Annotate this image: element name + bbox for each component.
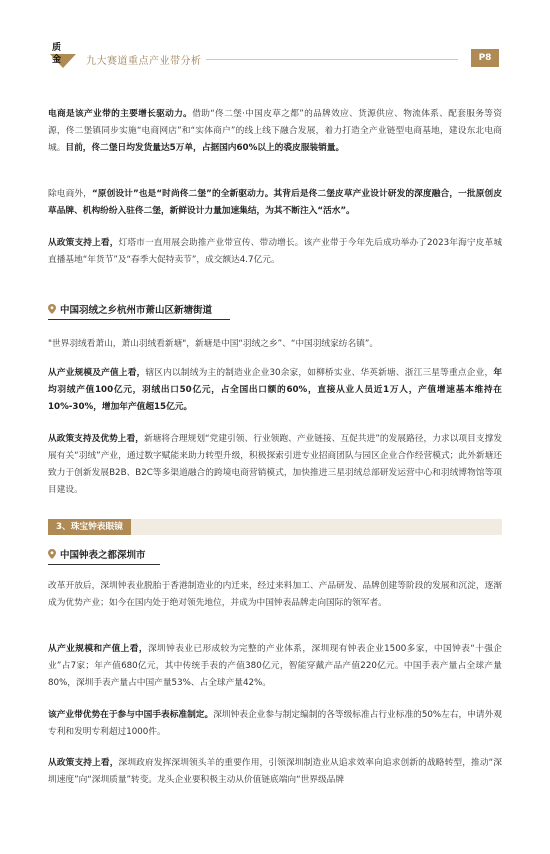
paragraph-highlight: “原创设计”也是“时尚佟二堡”的全新驱动力。其背后是佟二堡皮草产业设计研发的深度融合，一批原创皮草品牌、机构纷纷入驻佟二堡，新鲜设计力量加速集结，为其不断注入“活水”。 [48, 189, 503, 216]
paragraph-lead: 从政策支持及优势上看， [48, 434, 144, 444]
paragraph-lead: 电商是该产业带的主要增长驱动力。 [48, 109, 193, 119]
heading-underline [48, 319, 230, 320]
page-header [0, 0, 550, 80]
location-pin-icon [48, 549, 56, 559]
location-heading-text: 中国钟表之都深圳市 [60, 550, 146, 561]
section-tag: 3、珠宝钟表眼镜 [48, 519, 131, 535]
location-heading-text: 中国羽绒之乡杭州市萧山区新塘街道 [60, 305, 213, 316]
paragraph-text: 深圳钟表企业参与制定编制的各等级标准占行业标准的50%左右，申请外观专利和发明专利超过1000件。 [48, 710, 503, 737]
paragraph-highlight: 年均羽绒产值100亿元，羽绒出口50亿元，占全国出口额的60%，直接从业人员近1万人，产值增速基本维持在10%-30%，增加年产值超15亿元。 [48, 368, 502, 412]
paragraph-lead: 从政策支持上看， [48, 238, 119, 248]
paragraph-shenzhen-standards [48, 707, 502, 741]
paragraph-text: 改革开放后，深圳钟表业脱胎于香港制造业的内迁来，经过来料加工、产品研发、品牌创建等阶段的发展和沉淀，逐渐成为优势产业；如今在国内处于绝对领先地位，并成为中国钟表品牌走向国际的领军者。 [48, 581, 502, 608]
paragraph-lead: 从政策支持上看， [48, 758, 119, 768]
location-pin-icon [48, 304, 56, 314]
logo-text-top: 质 [52, 43, 62, 53]
paragraph-text: 深圳钟表业已形成较为完整的产业体系，深圳现有钟表企业1500多家，中国钟表“十强企业”占7家；年产值680亿元，其中传统手表的产值380亿元，智能穿戴产品产值220亿元。中国手表产量占全球产量80%，深圳手表产量占中国产量53%、占全球产量42%。 [48, 644, 502, 688]
paragraph-text: 除电商外， [48, 189, 92, 199]
paragraph-shenzhen-policy [48, 755, 502, 789]
paragraph-text: 新塘将合理规划“党建引领、行业领跑、产业链接、互促共进”的发展路径，力求以项目支撑发展有关“羽绒”产业，通过数字赋能来助力转型升级，积极探索引进专业招商团队与园区企业合作经营模式；此外新塘还致力于创新发展B2B、B2C等多渠道融合的跨境电商营销模式，加快推进三星羽绒总部研发运营中心和羽绒博物馆等项目建设。 [48, 434, 503, 495]
paragraph-scale-down [48, 365, 502, 416]
paragraph-policy-down [48, 431, 502, 499]
logo-text-bottom: 金 [52, 55, 62, 65]
paragraph-lead: 从产业规模及产值上看， [48, 368, 146, 378]
paragraph-text: 灯塔市一直用展会助推产业带宣传、带动增长。该产业带于今年先后成功举办了2023年海宁皮革城直播基地“年货节”及“春季大促特卖节”，成交额达4.7亿元。 [48, 238, 503, 265]
section-bar-jewelry [48, 519, 502, 535]
paragraph-policy [48, 235, 502, 269]
header-title: 九大赛道重点产业带分析 [86, 56, 202, 67]
paragraph-lead: 从产业规模和产值上看， [48, 644, 148, 654]
header-divider [206, 59, 458, 60]
paragraph-ecommerce [48, 106, 502, 157]
paragraph-text: 深圳政府发挥深圳领头羊的重要作用，引领深圳制造业从追求效率向追求创新的战略转型，推动“深圳速度”向“深圳质量”转变。龙头企业要积极主动从价值链底端向“世界级品牌 [48, 758, 502, 785]
paragraph-shenzhen-intro [48, 578, 502, 612]
paragraph-lead: 该产业带优势在于参与中国手表标准制定。 [48, 710, 214, 720]
page-number-badge: P8 [471, 49, 499, 67]
brand-logo [50, 40, 76, 68]
paragraph-text: "世界羽绒看萧山，萧山羽绒看新塘"，新塘是中国“羽绒之乡”、“中国羽绒家纺名镇”。 [48, 339, 379, 349]
paragraph-text: 借助“佟二堡·中国皮草之都”的品牌效应、货源供应、物流体系、配套服务等资源，佟二堡镇同步实施“电商网店”和“实体商户”的线上线下融合发展，着力打造全产业链型电商基地，建设东北电商城。 [48, 109, 503, 153]
paragraph-text: 辖区内以制绒为主的制造业企业30余家，如柳桥实业、华英新塘、浙江三星等重点企业， [145, 368, 494, 378]
paragraph-design [48, 186, 502, 220]
paragraph-highlight: 目前，佟二堡日均发货量达5万单，占据国内60%以上的裘皮服装销量。 [65, 143, 345, 153]
paragraph-intro-down [48, 336, 502, 353]
paragraph-shenzhen-scale [48, 641, 502, 692]
heading-underline [48, 564, 160, 565]
